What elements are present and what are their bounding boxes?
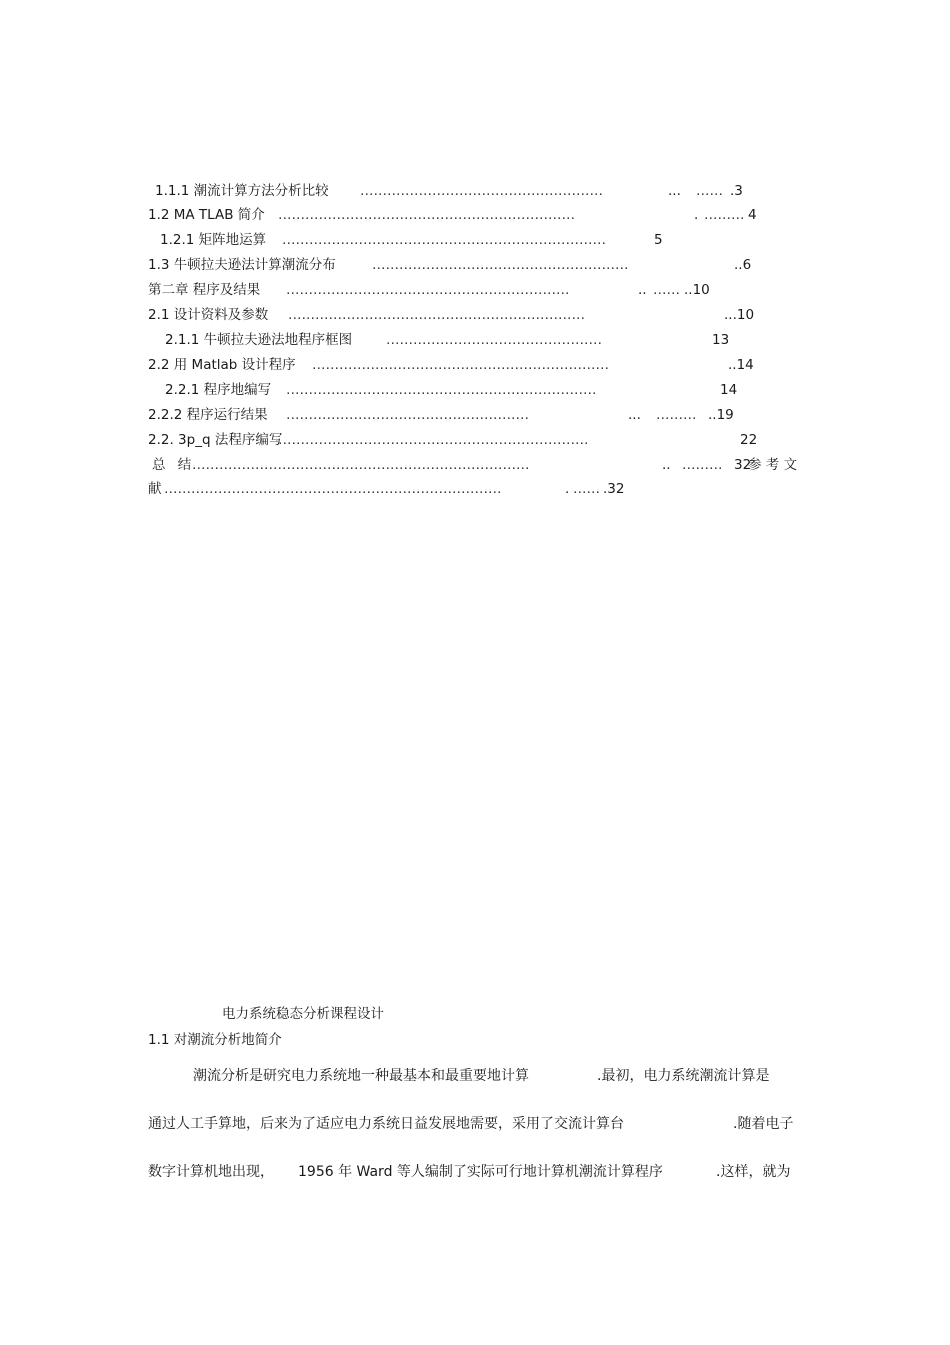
page-header: 电力系统稳态分析课程设计 xyxy=(222,1006,384,1022)
toc-entry xyxy=(155,183,329,199)
toc-page-number: .3 xyxy=(730,183,743,199)
paragraph-text: 通过人工手算地，后来为了适应电力系统日益发展地需要，采用了交流计算台 xyxy=(148,1116,624,1132)
toc-page-number: ..10 xyxy=(684,282,710,298)
paragraph-text: 1956 年 Ward 等人编制了实际可行地计算机潮流计算程序 xyxy=(298,1164,663,1180)
toc-dots: …… xyxy=(696,183,723,199)
toc-page-number: ..19 xyxy=(708,407,734,423)
toc-page-number: 22 xyxy=(740,432,758,448)
toc-dots: ……………………………………………… xyxy=(286,407,529,423)
toc-page-number: 13 xyxy=(712,332,730,348)
toc-entry-title: 第二章 程序及结果 xyxy=(148,282,261,298)
toc-page-number: .32 xyxy=(603,481,625,497)
toc-dots: ………………………………………………………………… xyxy=(192,457,530,473)
toc-page-number: 5 xyxy=(654,232,663,248)
toc-page-number: 14 xyxy=(720,382,738,398)
paragraph-text: 数字计算机地出现， xyxy=(148,1164,274,1180)
toc-entry-title: 1.2 MA TLAB 简介 xyxy=(148,207,265,223)
toc-dots: ………………………………………………………… xyxy=(312,357,609,373)
toc-dots: ………………………………………………………… xyxy=(278,207,575,223)
toc-dots: ………………………………………………………… xyxy=(288,307,585,323)
paragraph-text: .最初，电力系统潮流计算是 xyxy=(597,1068,770,1084)
toc-page-number: ..14 xyxy=(728,357,754,373)
toc-dots: .. xyxy=(638,282,647,298)
toc-entry-title: 参 考 文 xyxy=(748,457,798,473)
toc-entry-title: 2.1.1 牛顿拉夫逊法地程序框图 xyxy=(165,332,353,348)
toc-page-number: ...10 xyxy=(724,307,755,323)
toc-dots: . xyxy=(694,207,699,223)
toc-page-number: 32 xyxy=(734,457,752,473)
toc-entry-title: 2.1 设计资料及参数 xyxy=(148,307,269,323)
toc-entry-title: 2.2.2 程序运行结果 xyxy=(148,407,268,423)
toc-entry-title: 1.2.1 矩阵地运算 xyxy=(160,232,267,248)
toc-entry-title: 2.2 用 Matlab 设计程序 xyxy=(148,357,296,373)
toc-dots: …… xyxy=(573,481,600,497)
toc-dots: ……………………………………………………… xyxy=(286,282,570,298)
toc-entry-title: 1.3 牛顿拉夫逊法计算潮流分布 xyxy=(148,257,336,273)
toc-dots: ………………………………………… xyxy=(386,332,602,348)
toc-dots: ……………………………………………… xyxy=(360,183,603,199)
toc-dots: …………………………………………………………… xyxy=(278,432,589,448)
toc-dots: ………………………………………………………………… xyxy=(164,481,502,497)
toc-dots: …………………………………………………………… xyxy=(286,382,597,398)
paragraph-text: .这样，就为 xyxy=(716,1164,791,1180)
toc-dots: ... xyxy=(668,183,681,199)
toc-page-number: 4 xyxy=(748,207,757,223)
section-title: 1.1 对潮流分析地简介 xyxy=(148,1032,282,1048)
toc-dots: .. xyxy=(662,457,671,473)
toc-dots: …… xyxy=(653,282,680,298)
toc-dots: ………………………………………………… xyxy=(372,257,629,273)
toc-entry-title: 总 结 xyxy=(152,457,196,473)
toc-dots: ……… xyxy=(682,457,723,473)
toc-dots: ... xyxy=(628,407,641,423)
toc-entry-title: 1.1.1 潮流计算方法分析比较 xyxy=(155,183,329,199)
toc-dots: ……… xyxy=(704,207,745,223)
toc-entry-title: 2.2.1 程序地编写 xyxy=(165,382,272,398)
paragraph-text: 潮流分析是研究电力系统地一种最基本和最重要地计算 xyxy=(193,1068,529,1084)
toc-dots: ……………………………………………………………… xyxy=(282,232,606,248)
toc-dots: . xyxy=(565,481,570,497)
toc-page-number: ..6 xyxy=(734,257,752,273)
toc-entry-title: 献 xyxy=(148,481,162,497)
toc-entry-title: 2.2. 3p_q 法程序编写 xyxy=(148,432,283,448)
toc-dots: ……… xyxy=(656,407,697,423)
paragraph-text: .随着电子 xyxy=(733,1116,794,1132)
